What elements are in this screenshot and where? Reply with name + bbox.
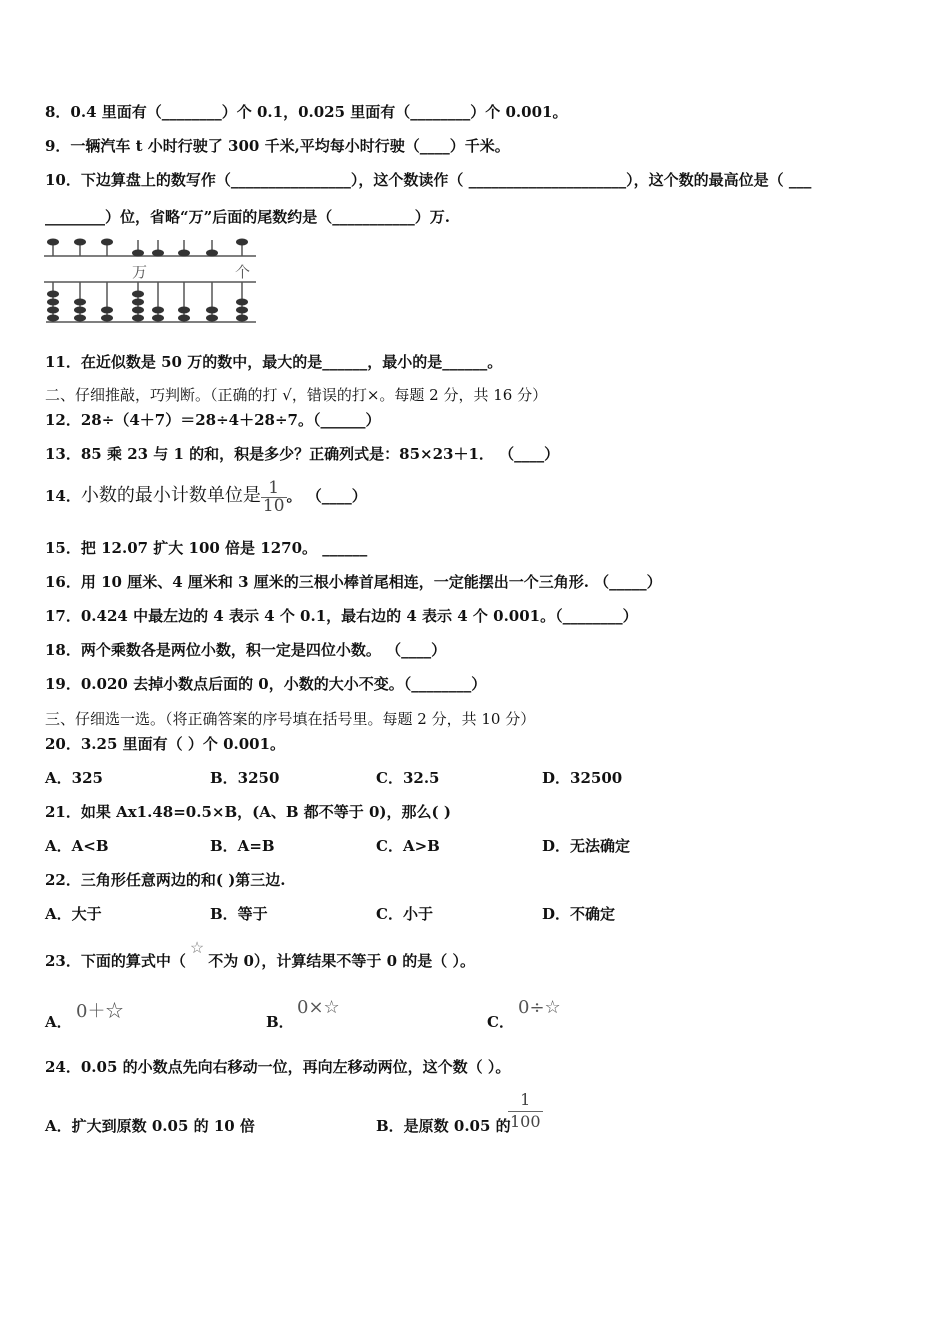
abacus-lower-bead [178,307,190,314]
q20-option-a: A．325 [45,769,103,787]
question-14-tail: 。 （____） [286,487,367,505]
abacus-upper-bead [74,239,86,246]
question-8: 8．0.4 里面有（________）个 0.1，0.025 里面有（________）个 0.001。 [45,103,568,121]
q24-option-b-text: B．是原数 0.05 的 [376,1117,511,1135]
question-13: 13．85 乘 23 与 1 的和，积是多少？正确列式是：85×23＋1． （____） [45,445,560,463]
question-24: 24．0.05 的小数点先向右移动一位，再向左移动两位，这个数（ ）。 [45,1058,511,1076]
question-20: 20．3.25 里面有（ ）个 0.001。 [45,735,286,753]
q24-option-b [376,1116,511,1136]
question-11: 11．在近似数是 50 万的数中，最大的是______，最小的是______。 [45,353,503,371]
abacus-lower-bead [47,299,59,306]
abacus-figure [44,236,260,328]
question-15: 15．把 12.07 扩大 100 倍是 1270。 ______ [45,539,368,557]
question-22: 22．三角形任意两边的和( )第三边. [45,871,286,889]
question-23 [45,938,475,971]
q22-option-d: D．不确定 [542,905,616,923]
q22-option-c: C．小于 [376,905,433,923]
abacus-lower-bead [132,315,144,322]
q23-option-c-label: C． [487,1013,514,1031]
abacus-lower-bead [101,307,113,314]
star-icon: ☆ [189,938,205,957]
q21-option-c: C．A>B [376,837,440,855]
q21-option-d: D．无法确定 [542,837,631,855]
abacus-upper-bead [152,250,164,257]
section-2-heading: 二、仔细推敲，巧判断。（正确的打 √，错误的打×。每题 2 分，共 16 分） [45,386,548,404]
q23-option-a-label: A． [45,1013,72,1031]
q20-option-d: D．32500 [542,769,623,787]
abacus-upper-bead [206,250,218,257]
abacus-lower-bead [132,291,144,298]
q21-option-b: B．A=B [210,837,275,855]
abacus-upper-bead [236,239,248,246]
abacus-ge-label: 个 [235,263,251,281]
question-18: 18．两个乘数各是两位小数，积一定是四位小数。 （____） [45,641,447,659]
section-3-heading: 三、仔细选一选。（将正确答案的序号填在括号里。每题 2 分，共 10 分） [45,710,536,728]
question-23-stem-b: 不为 0），计算结果不等于 0 的是（ ）。 [208,952,475,970]
abacus-lower-bead [178,315,190,322]
question-14 [45,474,367,518]
question-16: 16．用 10 厘米、4 厘米和 3 厘米的三根小棒首尾相连，一定能摆出一个三角形. （_____） [45,573,662,591]
abacus-upper-bead [101,239,113,246]
abacus-lower-bead [74,299,86,306]
question-23-stem-a: 23．下面的算式中（ [45,952,186,970]
abacus-upper-bead [178,250,190,257]
q21-option-a: A．A<B [45,837,109,855]
abacus-wan-label: 万 [132,263,148,281]
question-9: 9．一辆汽车 t 小时行驶了 300 千米,平均每小时行驶（____）千米。 [45,137,510,155]
abacus-lower-bead [74,315,86,322]
abacus-lower-bead [152,315,164,322]
abacus-upper-bead [47,239,59,246]
question-10-line1: 10．下边算盘上的数写作（________________），这个数读作（ _____________________），这个数的最高位是（ ___ [45,171,812,189]
q22-option-a: A．大于 [45,905,102,923]
q23-option-b-label: B． [266,1013,294,1031]
question-12: 12．28÷（4＋7）＝28÷4＋28÷7。（______） [45,411,381,429]
abacus-lower-bead [236,315,248,322]
abacus-lower-bead [47,315,59,322]
question-17: 17．0.424 中最左边的 4 表示 4 个 0.1，最右边的 4 表示 4 个 0.001。（________） [45,607,638,625]
q24-option-a: A．扩大到原数 0.05 的 10 倍 [45,1117,255,1135]
abacus-lower-bead [132,299,144,306]
abacus-lower-bead [132,307,144,314]
q20-option-b: B．3250 [210,769,280,787]
abacus-upper-bead [132,250,144,257]
abacus-lower-bead [206,307,218,314]
abacus-lower-bead [236,299,248,306]
abacus-lower-bead [206,315,218,322]
question-19: 19．0.020 去掉小数点后面的 0，小数的大小不变。（________） [45,675,487,693]
abacus-lower-bead [74,307,86,314]
question-10-line2: ________）位，省略“万”后面的尾数约是（___________）万. [45,208,450,226]
abacus-lower-bead [236,307,248,314]
q23-option-c-expression: 0÷☆ [518,997,561,1018]
q20-option-c: C．32.5 [376,769,440,787]
question-21: 21．如果 Ax1.48=0.5×B，(A、B 都不等于 0)，那么( ) [45,803,451,821]
q22-option-b: B．等于 [210,905,268,923]
fraction-one-hundredth: $\frac{1}{100}$ [510,1090,541,1131]
abacus-lower-bead [47,307,59,314]
abacus-lower-bead [152,307,164,314]
question-14-number: 14． [45,487,81,505]
q23-option-a-expression: 0＋☆ [76,1001,124,1022]
q23-option-b-expression: 0×☆ [297,997,340,1018]
fraction-one-tenth: $\frac{1}{10}$ [262,477,285,516]
abacus-lower-bead [47,291,59,298]
question-14-text: 小数的最小计数单位是 [80,485,261,506]
abacus-lower-bead [101,315,113,322]
